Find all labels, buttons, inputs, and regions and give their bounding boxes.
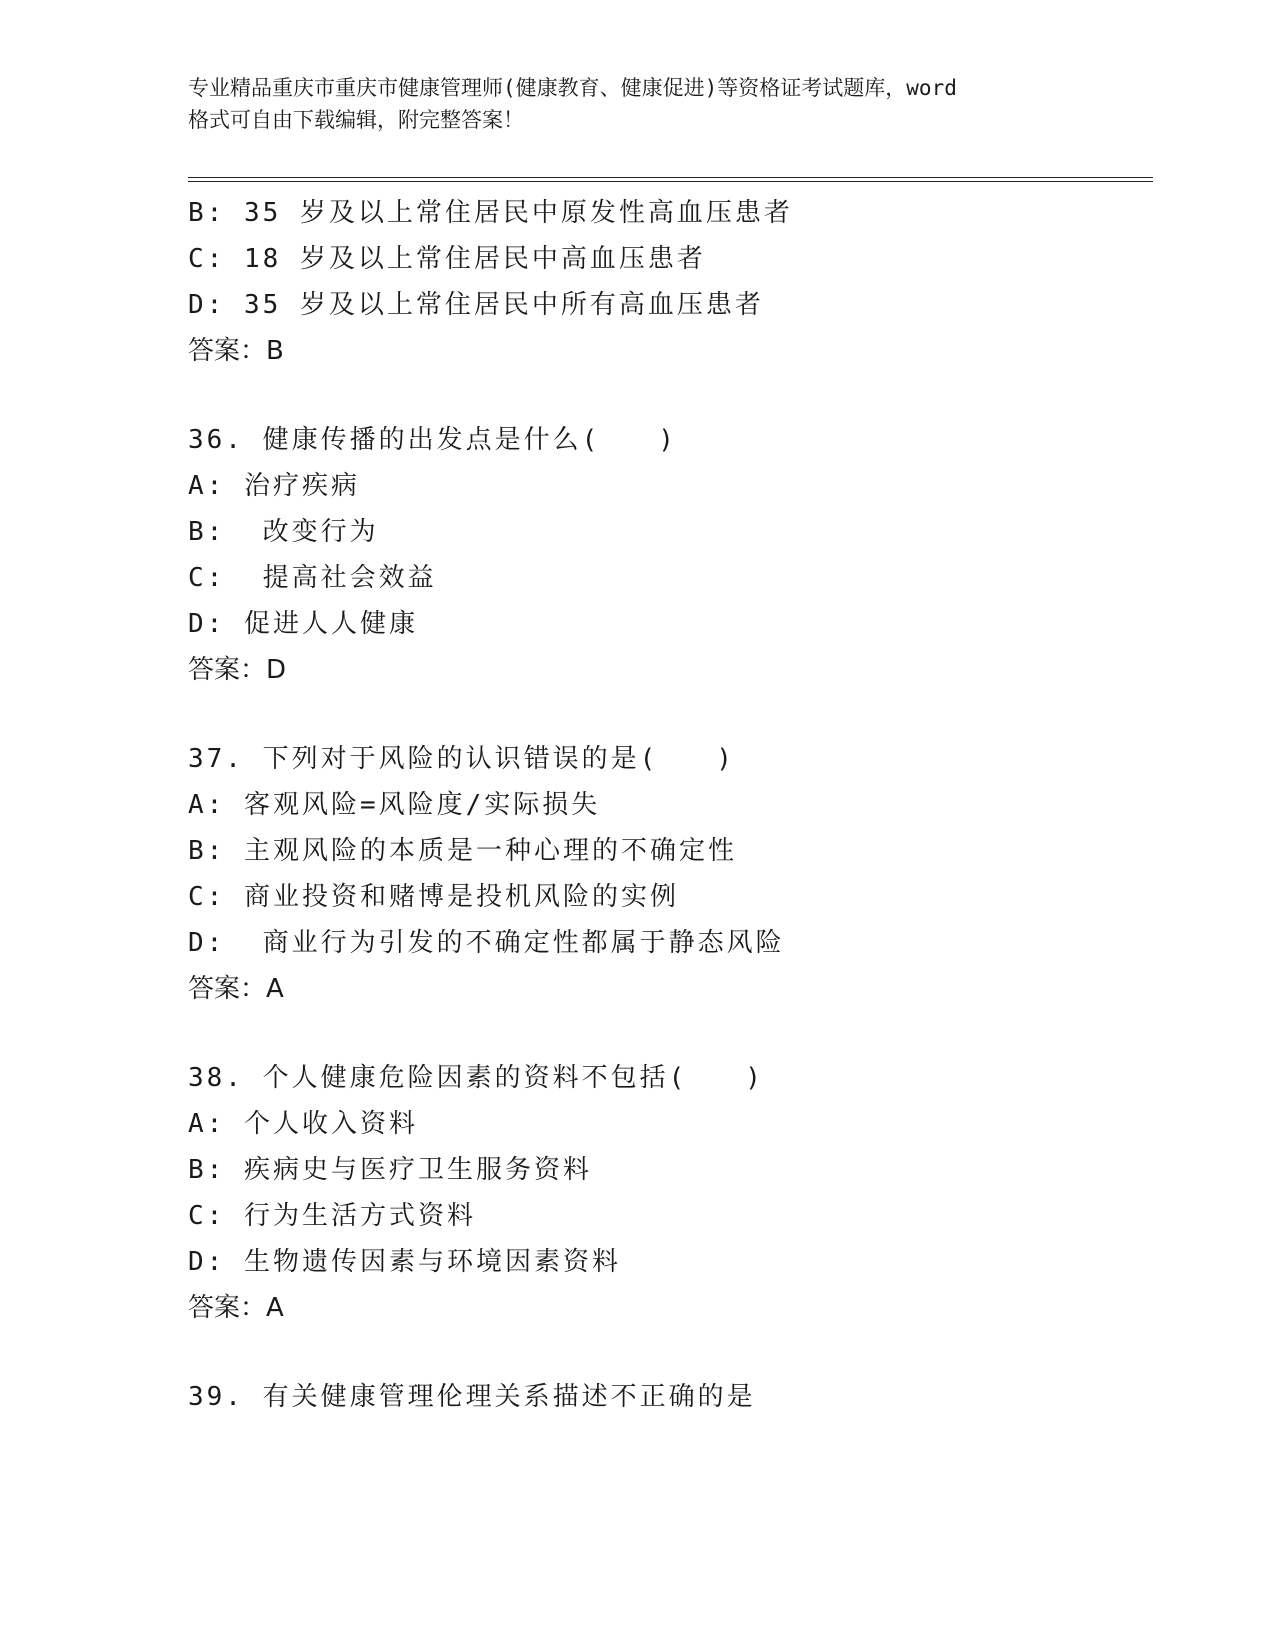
header-divider-top: [188, 177, 1153, 178]
option-a: A: 客观风险=风险度/实际损失: [188, 790, 601, 820]
answer: 答案：D: [188, 655, 287, 685]
spacer: [188, 1331, 1153, 1374]
option-d: D: 生物遗传因素与环境因素资料: [188, 1247, 621, 1277]
question-36: [188, 417, 1153, 693]
option-c: C: 提高社会效益: [188, 563, 437, 593]
option-a: A: 个人收入资料: [188, 1109, 418, 1139]
answer: 答案：B: [188, 336, 284, 366]
header-line-1: 专业精品重庆市重庆市健康管理师(健康教育、健康促进)等资格证考试题库，word: [188, 76, 957, 100]
option-a: A: 治疗疾病: [188, 471, 360, 501]
option-c: C: 商业投资和赌博是投机风险的实例: [188, 882, 679, 912]
option-d: D: 促进人人健康: [188, 609, 418, 639]
option-c: C: 18 岁及以上常住居民中高血压患者: [188, 244, 706, 274]
option-b: B: 主观风险的本质是一种心理的不确定性: [188, 836, 737, 866]
question-text: 37. 下列对于风险的认识错误的是( ): [188, 744, 735, 774]
question-text: 39. 有关健康管理伦理关系描述不正确的是: [188, 1382, 756, 1412]
question-text: 36. 健康传播的出发点是什么( ): [188, 425, 677, 455]
header-divider-bottom: [188, 181, 1153, 182]
option-c: C: 行为生活方式资料: [188, 1201, 476, 1231]
question-37: [188, 736, 1153, 1012]
question-text: 38. 个人健康危险因素的资料不包括( ): [188, 1063, 764, 1093]
question-35-continued: [188, 190, 1153, 374]
page-header: [188, 72, 1088, 136]
spacer: [188, 693, 1153, 736]
question-list: [188, 190, 1153, 1420]
spacer: [188, 374, 1153, 417]
question-39: [188, 1374, 1153, 1420]
option-d: D: 35 岁及以上常住居民中所有高血压患者: [188, 290, 764, 320]
answer: 答案：A: [188, 974, 284, 1004]
header-line-2: 格式可自由下载编辑，附完整答案！: [188, 108, 524, 132]
option-b: B: 35 岁及以上常住居民中原发性高血压患者: [188, 198, 793, 228]
option-b: B: 改变行为: [188, 517, 379, 547]
question-38: [188, 1055, 1153, 1331]
option-b: B: 疾病史与医疗卫生服务资料: [188, 1155, 592, 1185]
answer: 答案：A: [188, 1293, 284, 1323]
option-d: D: 商业行为引发的不确定性都属于静态风险: [188, 928, 785, 958]
spacer: [188, 1012, 1153, 1055]
